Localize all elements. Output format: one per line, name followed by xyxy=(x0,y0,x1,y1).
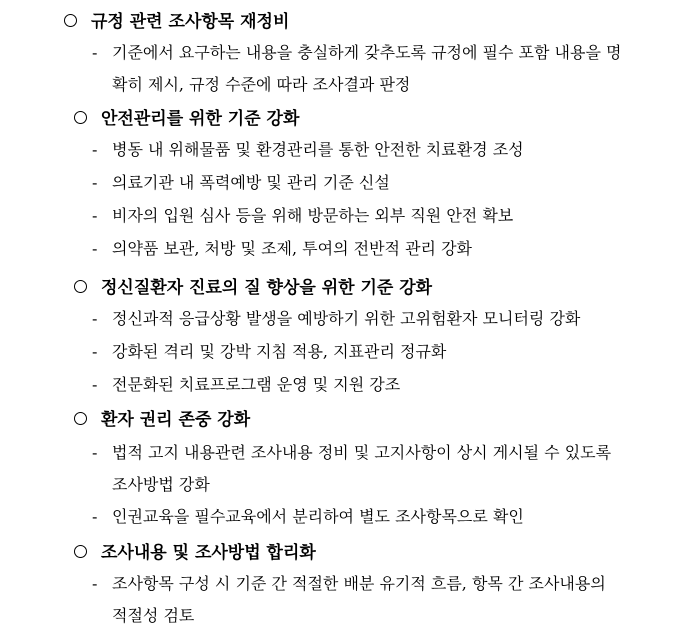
dash-bullet-icon: - xyxy=(92,574,98,593)
dash-bullet-icon: - xyxy=(92,43,98,62)
list-item-text: 병동 내 위해물품 및 환경관리를 통한 안전한 치료환경 조성 xyxy=(112,140,524,159)
dash-bullet-icon: - xyxy=(92,309,98,328)
list-item xyxy=(92,200,622,232)
section-heading-text: 환자 권리 존중 강화 xyxy=(101,410,251,430)
section-heading xyxy=(64,7,289,37)
circle-bullet-icon xyxy=(74,111,87,124)
list-item-text: 강화된 격리 및 강박 지침 적용, 지표관리 정규화 xyxy=(112,342,447,361)
list-item xyxy=(92,134,622,166)
dash-bullet-icon: - xyxy=(92,239,98,258)
list-item-text: 인권교육을 필수교육에서 분리하여 별도 조사항목으로 확인 xyxy=(112,507,524,526)
list-item xyxy=(92,303,652,335)
list-item-text: 정신과적 응급상황 발생을 예방하기 위한 고위험환자 모니터링 강화 xyxy=(112,309,581,328)
dash-bullet-icon: - xyxy=(92,173,98,192)
section-heading-text: 정신질환자 진료의 질 향상을 위한 기준 강화 xyxy=(101,278,433,298)
section-heading-text: 안전관리를 위한 기준 강화 xyxy=(101,109,300,129)
list-item xyxy=(92,437,622,501)
section-heading xyxy=(74,405,250,435)
dash-bullet-icon: - xyxy=(92,443,98,462)
dash-bullet-icon: - xyxy=(92,206,98,225)
section-heading xyxy=(74,104,299,134)
section-heading-text: 규정 관련 조사항목 재정비 xyxy=(91,12,290,32)
section-heading-text: 조사내용 및 조사방법 합리화 xyxy=(101,543,316,563)
list-item-text: 의약품 보관, 처방 및 조제, 투여의 전반적 관리 강화 xyxy=(112,239,472,258)
circle-bullet-icon xyxy=(74,412,87,425)
list-item-text: 조사항목 구성 시 기준 간 적절한 배분 유기적 흐름, 항목 간 조사내용의 적절성 검토 xyxy=(112,574,606,625)
list-item xyxy=(92,369,622,401)
list-item-text: 법적 고지 내용관련 조사내용 정비 및 고지사항이 상시 게시될 수 있도록 조사방법 강화 xyxy=(112,443,612,494)
circle-bullet-icon xyxy=(74,280,87,293)
list-item xyxy=(92,37,632,101)
list-item xyxy=(92,233,622,265)
circle-bullet-icon xyxy=(74,545,87,558)
section-heading xyxy=(74,273,432,303)
dash-bullet-icon: - xyxy=(92,375,98,394)
list-item-text: 전문화된 치료프로그램 운영 및 지원 강조 xyxy=(112,375,401,394)
list-item xyxy=(92,568,622,632)
list-item xyxy=(92,167,622,199)
circle-bullet-icon xyxy=(64,14,77,27)
dash-bullet-icon: - xyxy=(92,140,98,159)
list-item xyxy=(92,336,622,368)
list-item xyxy=(92,501,622,533)
list-item-text: 기준에서 요구하는 내용을 충실하게 갖추도록 규정에 필수 포함 내용을 명확히 제시, 규정 수준에 따라 조사결과 판정 xyxy=(112,43,622,94)
dash-bullet-icon: - xyxy=(92,507,98,526)
dash-bullet-icon: - xyxy=(92,342,98,361)
list-item-text: 비자의 입원 심사 등을 위해 방문하는 외부 직원 안전 확보 xyxy=(112,206,514,225)
section-heading xyxy=(74,538,316,568)
list-item-text: 의료기관 내 폭력예방 및 관리 기준 신설 xyxy=(112,173,390,192)
